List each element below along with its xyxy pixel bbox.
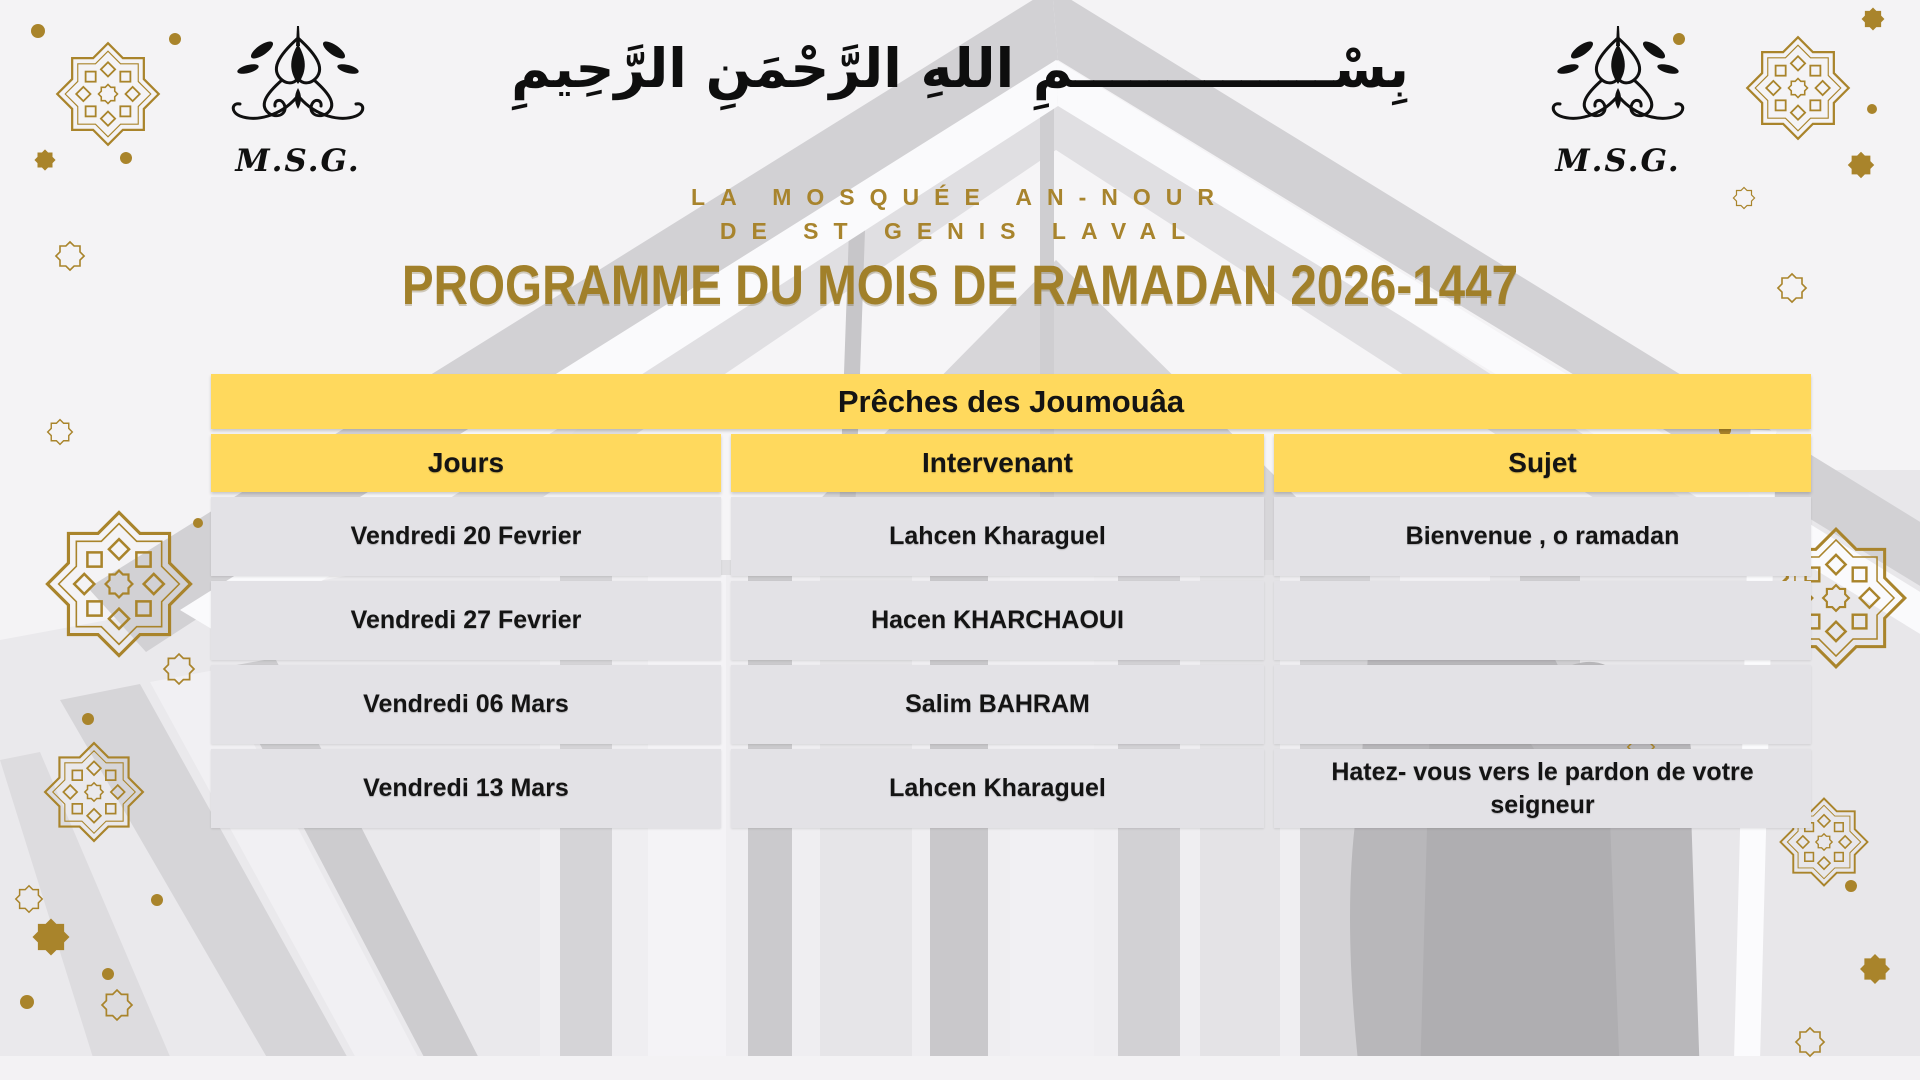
msg-logo-text: M.S.G. [235, 143, 361, 179]
table-header-row [211, 434, 1811, 492]
column-header-jours: Jours [211, 434, 721, 492]
mosque-name-line2: DE ST GENIS LAVAL [719, 218, 1201, 244]
cell-sujet: Hatez- vous vers le pardon de votre seigneur [1274, 749, 1811, 828]
cell-jour: Vendredi 13 Mars [211, 749, 721, 828]
cell-intervenant: Hacen KHARCHAOUI [731, 581, 1264, 660]
cell-sujet [1274, 581, 1811, 660]
cell-sujet: Bienvenue , o ramadan [1274, 497, 1811, 576]
mosque-name-line1: LA MOSQUÉE AN-NOUR [691, 184, 1229, 210]
msg-logo-text: M.S.G. [1555, 143, 1681, 179]
table-title: Prêches des Joumouâa [211, 374, 1811, 429]
table-row [211, 581, 1811, 660]
cell-jour: Vendredi 06 Mars [211, 665, 721, 744]
table-row [211, 749, 1811, 828]
column-header-sujet: Sujet [1274, 434, 1811, 492]
cell-intervenant: Salim BAHRAM [731, 665, 1264, 744]
cell-intervenant: Lahcen Kharaguel [731, 497, 1264, 576]
column-header-intervenant: Intervenant [731, 434, 1264, 492]
table-row [211, 665, 1811, 744]
bismillah-calligraphy: بِسْــــــــــــــمِ اللهِ الرَّحْمَنِ الرَّحِيمِ [511, 37, 1409, 100]
table-row [211, 497, 1811, 576]
cell-jour: Vendredi 20 Fevrier [211, 497, 721, 576]
cell-jour: Vendredi 27 Fevrier [211, 581, 721, 660]
mosque-name [0, 180, 1920, 248]
cell-intervenant: Lahcen Kharaguel [731, 749, 1264, 828]
program-table [211, 374, 1811, 828]
cell-sujet [1274, 665, 1811, 744]
page-title: PROGRAMME DU MOIS DE RAMADAN 2026-1447 [401, 253, 1519, 316]
